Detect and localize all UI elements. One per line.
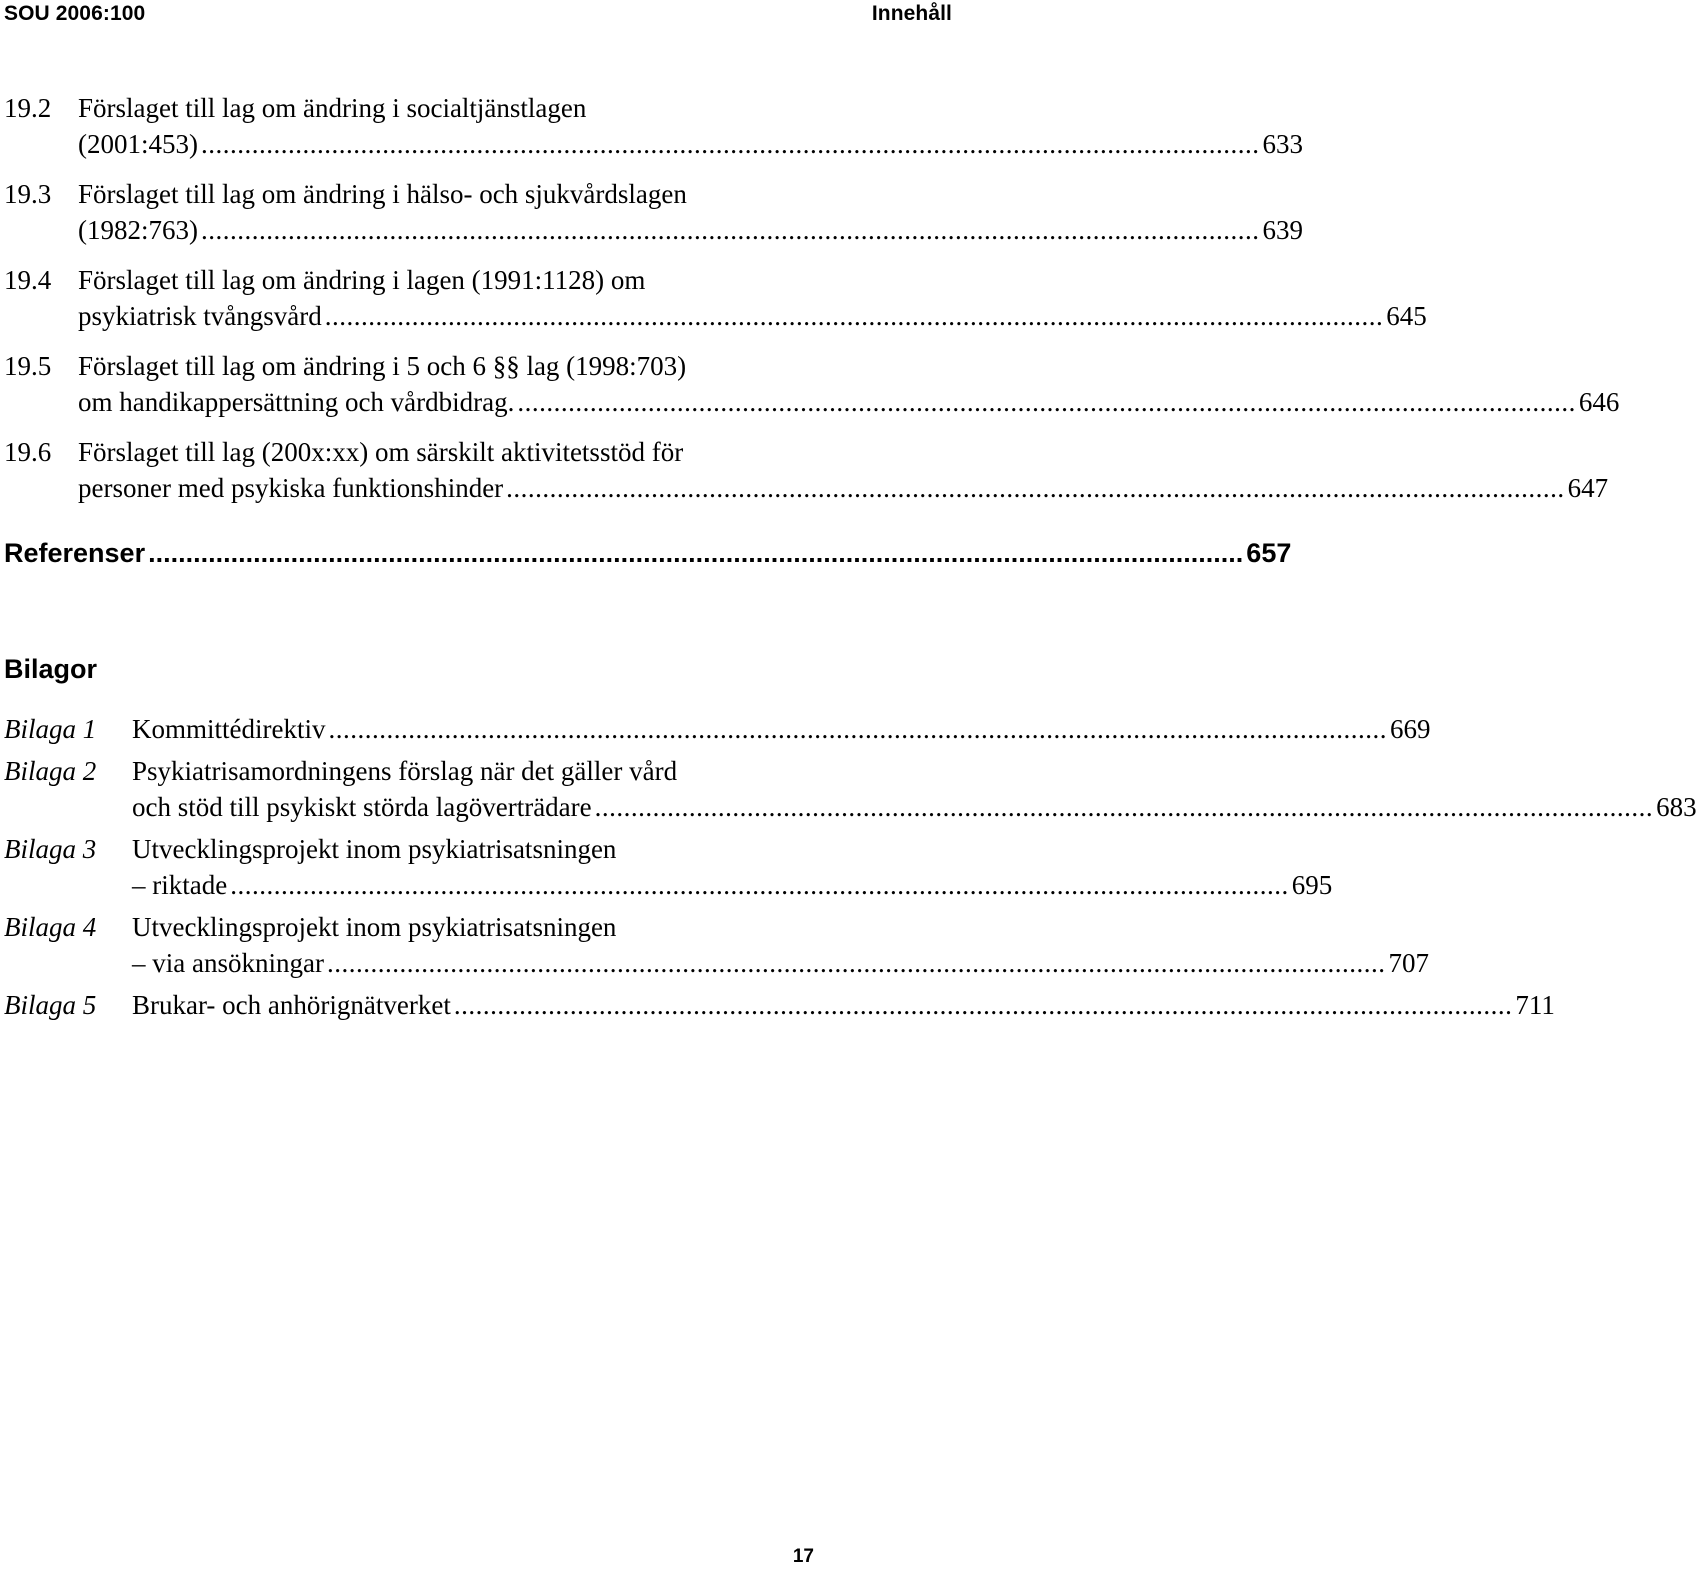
toc-page-number: 646 <box>1578 387 1620 417</box>
bilaga-label: Bilaga 3 <box>4 834 97 864</box>
bilaga-label: Bilaga 2 <box>4 756 97 786</box>
toc-page-number: 639 <box>1262 215 1303 245</box>
toc-number: 19.2 <box>4 93 52 123</box>
toc-page-number: 707 <box>1388 948 1429 978</box>
leader-dots: .................................................................................................................................................. <box>200 215 1260 245</box>
bilaga-title-line: – riktade <box>132 870 228 900</box>
leader-dots: .................................................................................................................................................. <box>453 990 1513 1020</box>
toc-page-number: 695 <box>1291 870 1333 900</box>
toc-title-line: om handikappersättning och vårdbidrag. <box>78 387 515 417</box>
leader-dots: .................................................................................................................................................. <box>324 301 1384 331</box>
toc-entry-referenser[interactable] <box>4 538 1292 569</box>
toc-page-number: 669 <box>1389 714 1431 744</box>
leader-dots: .................................................................................................................................................. <box>328 714 1387 744</box>
toc-title-line: Förslaget till lag om ändring i 5 och 6 §§ lag (1998:703) <box>78 351 687 381</box>
toc-title-line: Förslaget till lag om ändring i lagen (1991:1128) om <box>78 265 646 295</box>
toc-title-line: Förslaget till lag (200x:xx) om särskilt aktivitetsstöd för <box>78 437 684 467</box>
toc-page-number: 657 <box>1246 538 1292 568</box>
toc-page-number: 683 <box>1656 792 1697 822</box>
toc-title-line: psykiatrisk tvångsvård <box>78 301 322 331</box>
toc-page-number: 645 <box>1386 301 1427 331</box>
bilaga-title-line: Brukar- och anhörignätverket <box>132 990 451 1020</box>
toc-title-line: (1982:763) <box>78 215 198 245</box>
leader-dots: .................................................................................................................................................. <box>326 948 1386 978</box>
leader-dots: .................................................................................................................................................. <box>148 538 1244 568</box>
toc-number: 19.5 <box>4 351 52 381</box>
bilaga-title-line: Psykiatrisamordningens förslag när det gäller vård <box>132 756 678 786</box>
leader-dots: .................................................................................................................................................. <box>506 473 1565 503</box>
leader-dots: .................................................................................................................................................. <box>594 792 1654 822</box>
bilaga-title-line: – via ansökningar <box>132 948 324 978</box>
toc-number: 19.4 <box>4 265 52 295</box>
leader-dots: .................................................................................................................................................. <box>517 387 1576 417</box>
toc-number: 19.3 <box>4 179 52 209</box>
bilaga-title-line: Utvecklingsprojekt inom psykiatrisatsningen <box>132 912 617 942</box>
toc-title-line: personer med psykiska funktionshinder <box>78 473 504 503</box>
toc-title-line: Förslaget till lag om ändring i hälso- och sjukvårdslagen <box>78 179 687 209</box>
toc-page-number: 647 <box>1567 473 1609 503</box>
bilaga-title-line: Kommittédirektiv <box>132 714 326 744</box>
bilaga-label: Bilaga 5 <box>4 990 97 1020</box>
toc-number: 19.6 <box>4 437 52 467</box>
running-header-left: SOU 2006:100 <box>4 2 146 25</box>
leader-dots: .................................................................................................................................................. <box>230 870 1289 900</box>
bilaga-label: Bilaga 1 <box>4 714 97 744</box>
bilaga-title-line: och stöd till psykiskt störda lagöverträdare <box>132 792 592 822</box>
toc-page-number: 711 <box>1515 990 1555 1020</box>
toc-title-line: Förslaget till lag om ändring i socialtjänstlagen <box>78 93 587 123</box>
running-header-right: Innehåll <box>871 2 952 25</box>
page-number: 17 <box>792 1546 814 1567</box>
bilaga-label: Bilaga 4 <box>4 912 97 942</box>
bilaga-title-line: Utvecklingsprojekt inom psykiatrisatsningen <box>132 834 617 864</box>
references-label: Referenser <box>4 538 146 568</box>
toc-page-number: 633 <box>1262 129 1303 159</box>
leader-dots: .................................................................................................................................................. <box>200 129 1260 159</box>
toc-title-line: (2001:453) <box>78 129 198 159</box>
bilagor-heading: Bilagor <box>4 654 98 684</box>
